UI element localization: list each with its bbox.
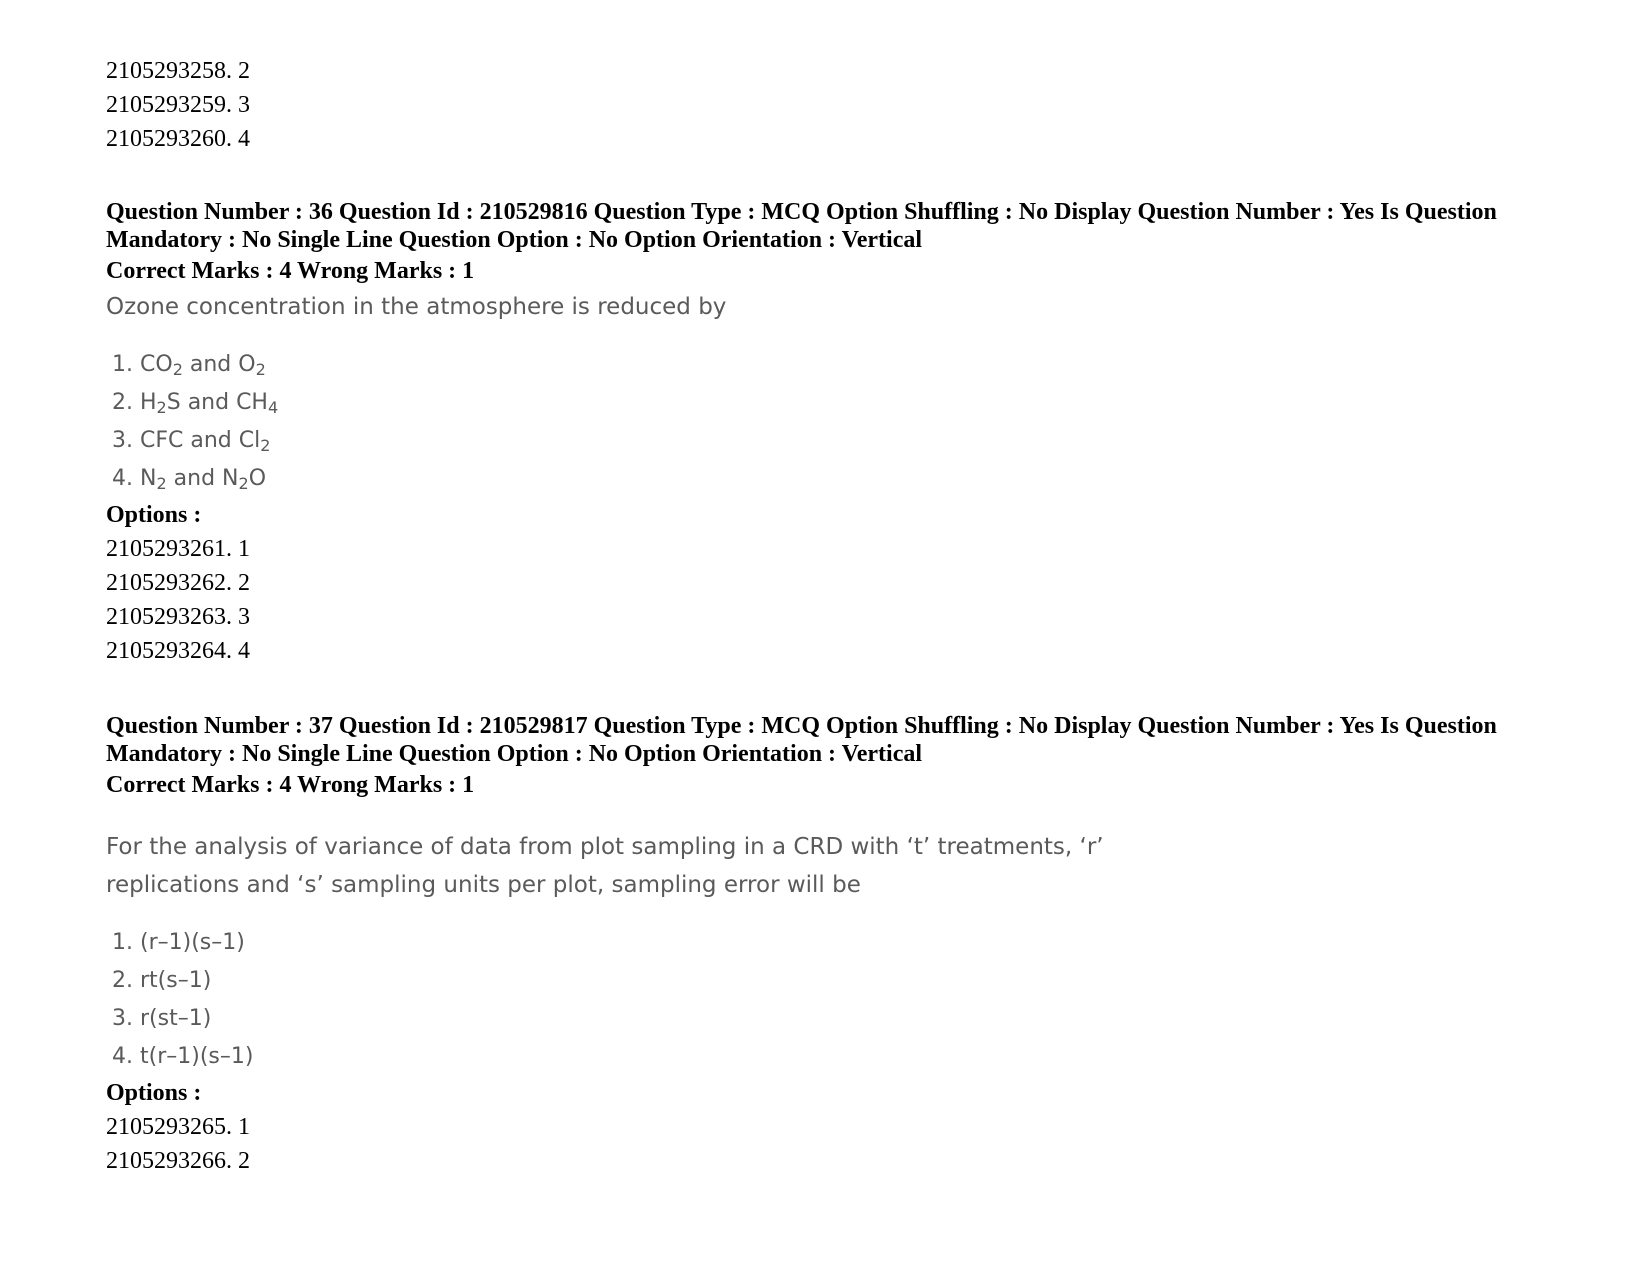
choice-item: 1. (r–1)(s–1) (112, 930, 245, 955)
question-header: Question Number : 37 Question Id : 210529817 Question Type : MCQ Option Shuffling : No Display Question Number : Yes Is Question Mandatory : No Single Line Question Option : No Option Orientation : Vertical (106, 713, 1497, 767)
question-text: Ozone concentration in the atmosphere is reduced by (106, 294, 727, 320)
option-id-line: 2105293261. 1 (106, 536, 250, 562)
marks-line: Correct Marks : 4 Wrong Marks : 1 (106, 772, 475, 798)
question-header: Question Number : 36 Question Id : 210529816 Question Type : MCQ Option Shuffling : No Display Question Number : Yes Is Question Mandatory : No Single Line Question Option : No Option Orientation : Vertical (106, 199, 1497, 253)
choice-item: 2. rt(s–1) (112, 968, 212, 993)
question-text-line: replications and ‘s’ sampling units per plot, sampling error will be (106, 872, 861, 898)
option-id-line: 2105293258. 2 (106, 58, 250, 84)
option-id-line: 2105293262. 2 (106, 570, 250, 596)
choice-item: 3. r(st–1) (112, 1006, 212, 1031)
choice-item: 2. $H_2S$ and $CH_4$ (112, 390, 279, 417)
choice-list (106, 924, 1586, 1076)
choice-item: 3. CFC and $Cl_2$ (112, 428, 271, 455)
option-id-line: 2105293266. 2 (106, 1148, 250, 1174)
question-paper-page (106, 0, 1586, 1178)
choice-item: 4. $N_2$ and $N_2O$ (112, 466, 267, 493)
question-36 (106, 198, 1586, 668)
option-id-line: 2105293265. 1 (106, 1114, 250, 1140)
option-id-line: 2105293259. 3 (106, 92, 250, 118)
options-label: Options : (106, 502, 202, 528)
marks-line: Correct Marks : 4 Wrong Marks : 1 (106, 258, 475, 284)
choice-item: 1. $CO_2$ and $O_2$ (112, 352, 266, 379)
option-id-line: 2105293263. 3 (106, 604, 250, 630)
options-label: Options : (106, 1080, 202, 1106)
choice-list (106, 346, 1586, 498)
choice-item: 4. t(r–1)(s–1) (112, 1044, 254, 1069)
question-text-line: For the analysis of variance of data from plot sampling in a CRD with ‘t’ treatments, ‘r’ (106, 834, 1104, 860)
question-37 (106, 712, 1586, 1178)
option-id-line: 2105293260. 4 (106, 126, 250, 152)
option-id-line: 2105293264. 4 (106, 638, 250, 664)
